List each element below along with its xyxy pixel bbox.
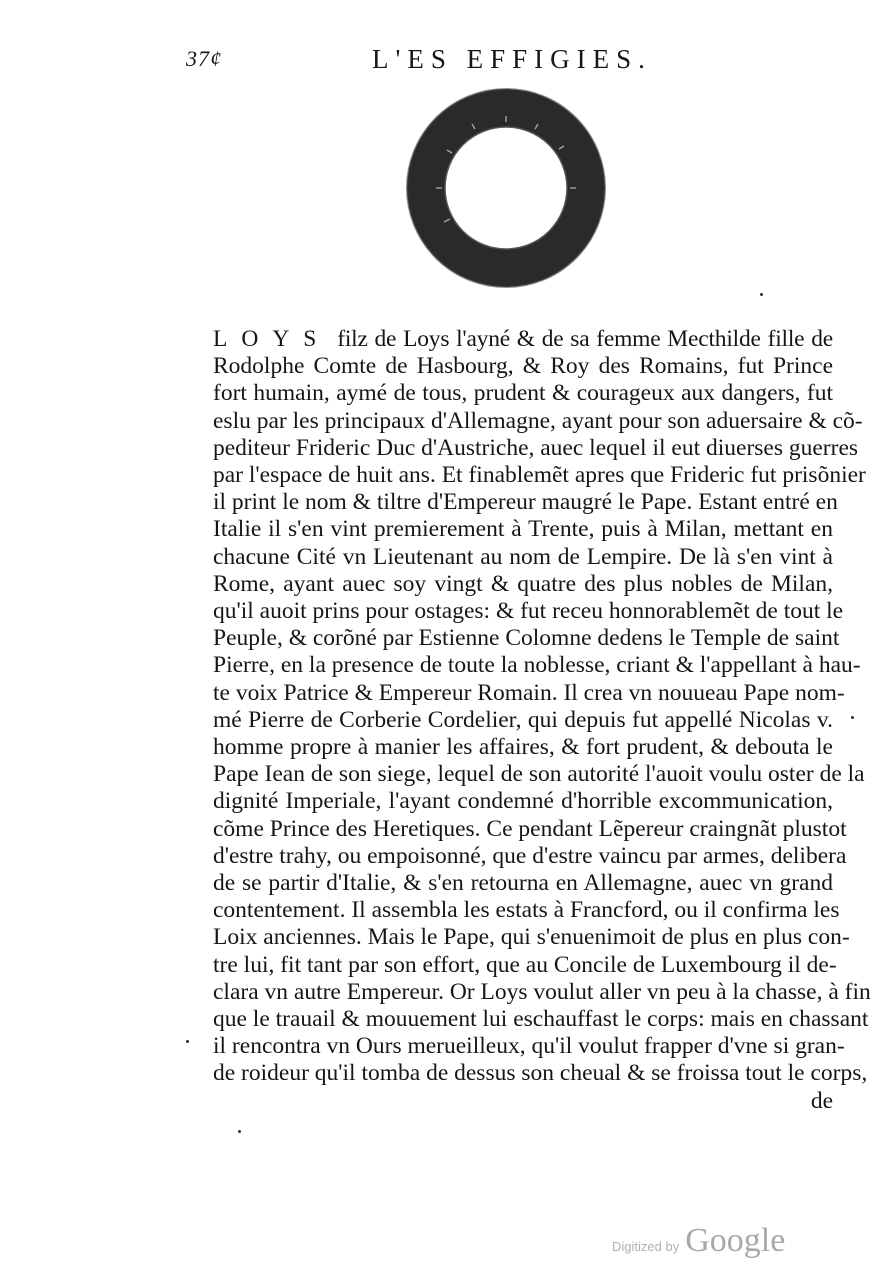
- body-text: [213, 326, 871, 1115]
- running-head: L'ES EFFIGIES.: [372, 44, 652, 74]
- text-line: cõme Prince des Heretiques. Ce pendant Lẽpereur craingnãt plustot: [213, 815, 847, 842]
- text-line: fort humain, aymé de tous, prudent & courageux aux dangers, fut: [213, 380, 833, 407]
- text-line: il rencontra vn Ours merueilleux, qu'il voulut frapper d'vne si gran-: [213, 1033, 845, 1060]
- dropcap-name: LOYS: [213, 326, 331, 352]
- text-line: Rodolphe Comte de Hasbourg, & Roy des Romains, fut Prince: [213, 353, 833, 380]
- text-line: homme propre à manier les affaires, & fort prudent, & debouta le: [213, 734, 833, 761]
- text-line: eslu par les principaux d'Allemagne, ayant pour son aduersaire & cõ-: [213, 407, 863, 434]
- portrait-medallion-icon: [406, 88, 606, 288]
- google-logo: Google: [685, 1222, 786, 1259]
- digitized-watermark: [612, 1222, 785, 1260]
- text-line: tre lui, fit tant par son effort, que au Concile de Luxembourg il de-: [213, 951, 837, 978]
- text-line: [213, 326, 833, 353]
- text-line: de se partir d'Italie, & s'en retourna en Allemagne, auec vn grand: [213, 870, 833, 897]
- text-line: te voix Patrice & Empereur Romain. Il crea vn nouueau Pape nom-: [213, 679, 845, 706]
- ink-speck: [238, 1130, 241, 1133]
- text-line-content: filz de Loys l'ayné & de sa femme Mecthilde fille de: [337, 326, 833, 352]
- text-line: Loix anciennes. Mais le Pape, qui s'enuenimoit de plus en plus con-: [213, 924, 850, 951]
- text-line: qu'il auoit prins pour ostages: & fut receu honnorablemẽt de tout le: [213, 598, 844, 625]
- text-line: de roideur qu'il tomba de dessus son cheual & se froissa tout le corps,: [213, 1060, 868, 1087]
- text-line: contentement. Il assembla les estats à Francford, ou il confirma les: [213, 897, 840, 924]
- text-line: pediteur Frideric Duc d'Austriche, auec lequel il eut diuerses guerres: [213, 434, 859, 461]
- text-line: Rome, ayant auec soy vingt & quatre des plus nobles de Milan,: [213, 570, 833, 597]
- ink-speck: [186, 1040, 189, 1043]
- text-line: Italie il s'en vint premierement à Trente, puis à Milan, mettant en: [213, 516, 833, 543]
- watermark-prefix: Digitized by: [612, 1239, 680, 1254]
- text-line: dignité Imperiale, l'ayant condemné d'horrible excommunication,: [213, 788, 833, 815]
- text-line: Pape Iean de son siege, lequel de son autorité l'auoit voulu oster de la: [213, 761, 865, 788]
- text-line: Pierre, en la presence de toute la noblesse, criant & l'appellant à hau-: [213, 652, 861, 679]
- ink-speck: [851, 716, 854, 719]
- catchword: de: [810, 1087, 833, 1114]
- text-line: chacune Cité vn Lieutenant au nom de Lempire. De là s'en vint à: [213, 543, 833, 570]
- text-line: mé Pierre de Corberie Cordelier, qui depuis fut appellé Nicolas v.: [213, 706, 833, 733]
- ink-speck: [760, 293, 763, 296]
- text-line: il print le nom & tiltre d'Empereur maugré le Pape. Estant entré en: [213, 489, 838, 516]
- page-number: 37¢: [186, 46, 222, 71]
- text-line: Peuple, & corõné par Estienne Colomne dedens le Temple de saint: [213, 625, 840, 652]
- text-line: que le trauail & mouuement lui eschauffast le corps: mais en chassant: [213, 1006, 869, 1033]
- text-line: par l'espace de huit ans. Et finablemẽt apres que Frideric fut prisõnier: [213, 462, 866, 489]
- text-line: d'estre trahy, ou empoisonné, que d'estre vaincu par armes, delibera: [213, 842, 847, 869]
- text-line: clara vn autre Empereur. Or Loys voulut aller vn peu à la chasse, à fin: [213, 978, 871, 1005]
